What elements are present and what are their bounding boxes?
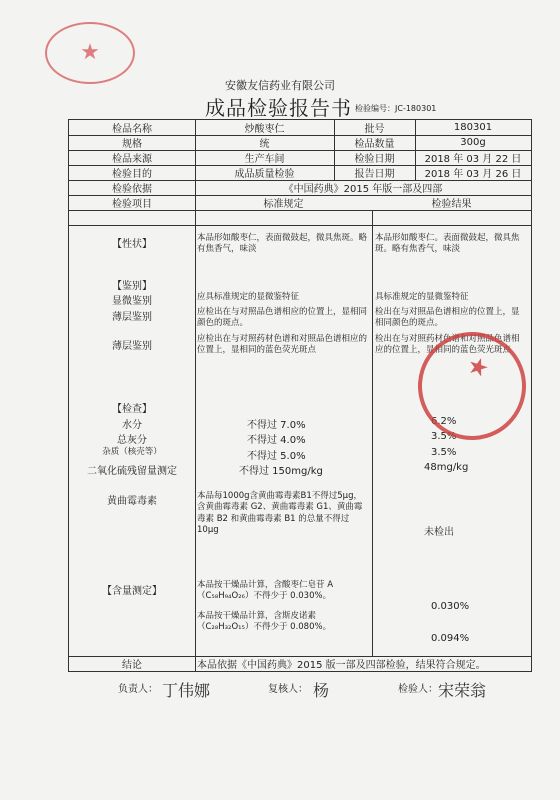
label-items: 检验项目 bbox=[112, 199, 152, 210]
inspector-label: 检验人： bbox=[398, 684, 438, 695]
section-traits-label: 【性状】 bbox=[112, 239, 152, 250]
report-number: 检验编号：JC-180301 bbox=[355, 104, 437, 113]
so2-standard: 不得过 150mg/kg bbox=[239, 466, 323, 477]
micro-standard: 应具标准规定的显微鉴特征 bbox=[197, 292, 300, 302]
label-source: 检品来源 bbox=[112, 154, 152, 165]
label-batch: 批号 bbox=[364, 124, 385, 135]
impurity-label: 杂质（核壳等） bbox=[102, 447, 162, 457]
ash-standard: 不得过 4.0% bbox=[247, 435, 306, 446]
table-divider bbox=[372, 210, 373, 656]
label-quantity: 检品数量 bbox=[354, 139, 395, 150]
aflatoxin-standard: 本品每1000g含黄曲霉毒素B1不得过5μg，含黄曲霉毒素 G2、黄曲霉毒素 G1、黄曲霉毒素 B2 和黄曲霉毒素 B1 的总量不得过 10μg bbox=[197, 491, 363, 536]
section-content-label: 【含量测定】 bbox=[102, 586, 162, 597]
content-result-2: 0.094% bbox=[431, 633, 470, 644]
label-conclusion: 结论 bbox=[122, 660, 142, 671]
label-standard: 标准规定 bbox=[263, 199, 304, 210]
responsible-signature: 丁伟娜 bbox=[162, 681, 211, 700]
label-report-date: 报告日期 bbox=[354, 169, 395, 180]
value-purpose: 成品质量检验 bbox=[234, 169, 295, 180]
ash-result: 3.5% bbox=[431, 431, 457, 442]
section-identification-label: 【鉴别】 bbox=[112, 281, 152, 292]
so2-result: 48mg/kg bbox=[424, 462, 469, 473]
label-purpose: 检验目的 bbox=[112, 169, 152, 180]
content-result-1: 0.030% bbox=[431, 601, 470, 612]
aflatoxin-label: 黄曲霉毒素 bbox=[107, 496, 157, 507]
section-check-label: 【检查】 bbox=[112, 404, 152, 415]
value-basis: 《中国药典》2015 年版一部及四部 bbox=[283, 184, 443, 195]
ash-label: 总灰分 bbox=[117, 435, 147, 446]
reviewer-signature: 杨 bbox=[313, 681, 330, 700]
traits-result: 本品形如酸枣仁。表面微鼓起，微具焦斑。略有焦香气，味淡 bbox=[375, 233, 520, 255]
tlc2-label: 薄层鉴别 bbox=[112, 341, 152, 352]
aflatoxin-result: 未检出 bbox=[424, 527, 454, 538]
tlc2-standard: 应检出在与对照药材色谱和对照品色谱相应的位置上，显相同的蓝色荧光斑点 bbox=[197, 334, 368, 356]
so2-label: 二氧化硫残留量测定 bbox=[87, 466, 177, 477]
responsible-label: 负责人： bbox=[118, 684, 158, 695]
impurity-result: 3.5% bbox=[431, 447, 457, 458]
value-conclusion: 本品依据《中国药典》2015 版一部及四部检验，结果符合规定。 bbox=[197, 660, 486, 671]
label-spec: 规格 bbox=[122, 139, 142, 150]
value-batch: 180301 bbox=[453, 122, 493, 133]
reviewer-label: 复核人： bbox=[268, 684, 308, 695]
impurity-standard: 不得过 5.0% bbox=[247, 451, 306, 462]
content-standard-1: 本品按干燥品计算，含酸枣仁皂苷 A（C₅₈H₉₄O₂₆）不得少于 0.030%。 bbox=[197, 580, 334, 602]
value-product-name: 炒酸枣仁 bbox=[244, 124, 285, 135]
company-name: 安徽友信药业有限公司 bbox=[225, 79, 335, 92]
inspector-signature: 宋荣翁 bbox=[438, 681, 487, 700]
company-seal-top bbox=[45, 22, 135, 84]
tlc1-result: 检出在与对照品色谱相应的位置上，显相同颜色的斑点。 bbox=[375, 307, 520, 329]
label-inspect-date: 检验日期 bbox=[354, 154, 395, 165]
tlc2-result: 检出在与对照药材色谱和对照品色谱相应的位置上，显相同的蓝色荧光斑点 bbox=[375, 334, 520, 356]
value-report-date: 2018 年 03 月 26 日 bbox=[424, 169, 522, 180]
value-inspect-date: 2018 年 03 月 22 日 bbox=[424, 154, 522, 165]
page-title: 成品检验报告书 bbox=[205, 96, 352, 120]
value-source: 生产车间 bbox=[244, 154, 285, 165]
water-result: 6.2% bbox=[431, 416, 457, 427]
table-row bbox=[69, 210, 531, 226]
seal-star-icon: ★ bbox=[463, 350, 493, 384]
value-spec: 统 bbox=[259, 139, 270, 150]
value-quantity: 300g bbox=[460, 137, 486, 148]
water-standard: 不得过 7.0% bbox=[247, 420, 306, 431]
label-result: 检验结果 bbox=[431, 199, 472, 210]
content-standard-2: 本品按干燥品计算，含斯皮诺素（C₂₈H₃₂O₁₅）不得少于 0.080%。 bbox=[197, 611, 332, 633]
seal-star-icon: ★ bbox=[80, 40, 100, 65]
micro-label: 显微鉴别 bbox=[112, 296, 152, 307]
label-product-name: 检品名称 bbox=[112, 124, 152, 135]
micro-result: 具标准规定的显微鉴特征 bbox=[375, 292, 469, 302]
tlc1-standard: 应检出在与对照品色谱相应的位置上，显相同颜色的斑点。 bbox=[197, 307, 368, 329]
tlc1-label: 薄层鉴别 bbox=[112, 312, 152, 323]
label-basis: 检验依据 bbox=[112, 184, 152, 195]
water-label: 水分 bbox=[122, 420, 142, 431]
traits-standard: 本品形如酸枣仁，表面微鼓起，微具焦斑。略有焦香气，味淡 bbox=[197, 233, 368, 255]
